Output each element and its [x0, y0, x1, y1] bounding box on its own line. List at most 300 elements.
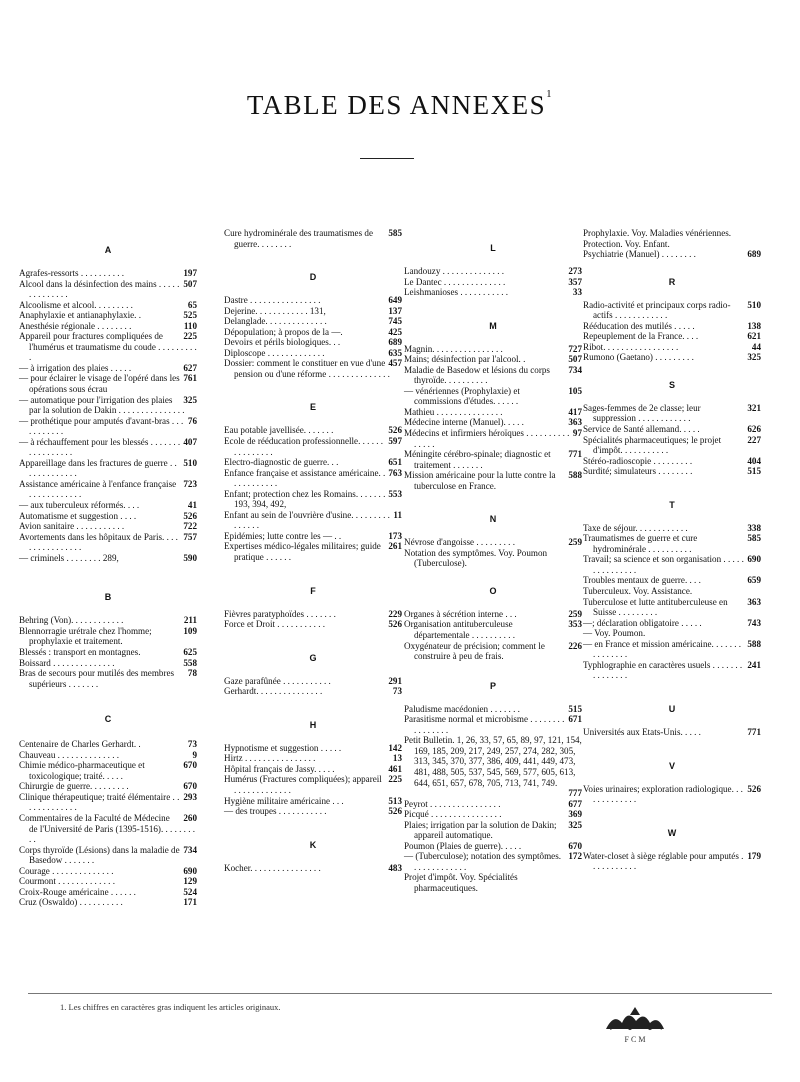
- index-entry: [19, 279, 197, 300]
- page-number: 649: [385, 295, 402, 306]
- index-entry: [404, 609, 582, 620]
- page-number: 78: [185, 668, 197, 679]
- entry-text: Chauveau . . . . . . . . . . . . . .: [19, 749, 120, 760]
- index-entry: [404, 470, 582, 491]
- entry-text: Méningite cérébro-spinale; diagnostic et traitement . . . . . . .: [404, 449, 551, 470]
- section-spacer: [404, 569, 582, 585]
- index-entry: [404, 809, 582, 820]
- entry-text: Clinique thérapeutique; traité élémentaire . . . . . . . . . . . . .: [19, 791, 180, 813]
- page-number: 690: [180, 866, 197, 877]
- page-number: 763: [385, 468, 402, 479]
- page-number: 771: [744, 727, 761, 738]
- page-number: 241: [744, 660, 761, 671]
- index-entry: [404, 820, 582, 841]
- page-number: 689: [744, 249, 761, 260]
- colophon-text: F C M: [624, 1035, 646, 1044]
- index-entry: [583, 851, 761, 872]
- entry-text: — à réchauffement pour les blessés . . . . . . . . . . . . . . . . .: [19, 436, 181, 458]
- entry-text: Le Dantec . . . . . . . . . . . . . .: [404, 276, 506, 287]
- index-entry: [583, 424, 761, 435]
- page-number: 369: [565, 809, 582, 820]
- entry-text: — (Tuberculose); notation des symptômes. . . . . . . . . . . . .: [404, 851, 562, 872]
- entry-text: Hygiène militaire américaine . . .: [224, 795, 344, 806]
- index-entry: [404, 641, 582, 662]
- entry-text: Avortements dans les hôpitaux de Paris. . . . . . . . . . . . . . . .: [19, 531, 178, 553]
- section-spacer: [404, 254, 582, 266]
- index-entry: [224, 358, 402, 379]
- index-entry: [224, 510, 402, 531]
- section-spacer: [583, 738, 761, 760]
- entry-text: Protection. Voy. Enfant.: [583, 238, 670, 249]
- entry-text: Blennorragie urétrale chez l'homme; prophylaxie et traitement.: [19, 625, 152, 647]
- page-number: 363: [744, 597, 761, 608]
- index-entry: [19, 300, 197, 311]
- index-entry: [583, 784, 761, 805]
- index-entry: [404, 799, 582, 810]
- section-spacer: [19, 563, 197, 591]
- section-spacer: [19, 689, 197, 713]
- section-spacer: [583, 477, 761, 499]
- index-entry: [224, 863, 402, 874]
- section-letter: G: [309, 652, 317, 663]
- index-entry: [583, 321, 761, 332]
- index-entry: [19, 416, 197, 437]
- entry-text: Organisation antituberculeuse départementale . . . . . . . . . .: [404, 619, 516, 641]
- section-spacer: [404, 525, 582, 537]
- page-number: 261: [385, 541, 402, 552]
- index-entry: [583, 554, 761, 575]
- printer-vignette: [600, 1005, 670, 1045]
- page-number: 211: [181, 615, 197, 626]
- title-rule: [360, 158, 414, 159]
- index-entry: [19, 792, 197, 813]
- index-entry: [404, 266, 582, 277]
- entry-text: Maladie de Basedow et lésions du corps thyroïde. . . . . . . . . .: [404, 364, 550, 386]
- page-number: 321: [744, 403, 761, 414]
- section-letter: O: [489, 585, 497, 596]
- page-number: 507: [180, 279, 197, 290]
- index-entry: [404, 619, 582, 640]
- entry-text: Plaies; irrigation par la solution de Dakin; appareil automatique.: [404, 819, 557, 841]
- index-entry: [224, 489, 402, 510]
- page-number: 97: [570, 428, 582, 439]
- section-letter: S: [668, 379, 675, 390]
- index-entry: [19, 750, 197, 761]
- page-number: 138: [744, 321, 761, 332]
- section-letter: V: [668, 760, 675, 771]
- index-entry: [224, 676, 402, 687]
- section-letter: W: [667, 827, 677, 838]
- page-number: 761: [180, 373, 197, 384]
- entry-text: — vénériennes (Prophylaxie) et commissions d'études. . . . . .: [404, 385, 520, 407]
- section-spacer: [404, 692, 582, 704]
- page-number: 585: [385, 228, 402, 239]
- entry-text: Travail; sa science et son organisation . . . . . . . . . . . . . . .: [583, 554, 744, 575]
- page-number: 757: [180, 532, 197, 543]
- page-number: 670: [180, 760, 197, 771]
- page-number: 526: [744, 784, 761, 795]
- entry-text: Avion sanitaire . . . . . . . . . . .: [19, 521, 125, 532]
- index-entry: [19, 437, 197, 458]
- page-number: 689: [385, 337, 402, 348]
- entry-text: — criminels . . . . . . . . 289,: [19, 552, 119, 563]
- page-number: 227: [744, 435, 761, 446]
- index-entry: [224, 609, 402, 620]
- index-entry: [583, 249, 761, 260]
- section-spacer: [404, 491, 582, 513]
- page-number: 325: [744, 352, 761, 363]
- entry-text: Peyrot . . . . . . . . . . . . . . . .: [404, 798, 501, 809]
- entry-text: Hypnotisme et suggestion . . . . .: [224, 742, 342, 753]
- index-entry: [583, 575, 761, 586]
- index-entry: [583, 618, 761, 629]
- section-spacer: [404, 228, 582, 242]
- index-entry: [224, 228, 402, 249]
- page-number: 743: [744, 618, 761, 629]
- page-number: 76: [185, 416, 197, 427]
- page-number: 525: [180, 310, 197, 321]
- index-entry: [224, 295, 402, 306]
- index-entry: [583, 628, 761, 639]
- entry-text: Centenaire de Charles Gerhardt. .: [19, 739, 141, 750]
- page-number: 659: [744, 575, 761, 586]
- entry-text: Force et Droit . . . . . . . . . . .: [224, 619, 326, 630]
- page-number: 690: [744, 554, 761, 565]
- index-entry: [224, 327, 402, 338]
- index-column-4: [583, 228, 761, 872]
- index-entry: [404, 735, 582, 788]
- index-entry: [19, 458, 197, 479]
- page-number: 109: [180, 626, 197, 637]
- entry-text: Spécialités pharmaceutiques; le projet d'impôt. . . . . . . . . . .: [583, 434, 722, 456]
- page-number: 425: [385, 327, 402, 338]
- index-entry: [404, 344, 582, 355]
- index-column-1: [19, 228, 197, 908]
- entry-text: Stéréo-radioscopie . . . . . . . . .: [583, 455, 693, 466]
- index-entry: [19, 479, 197, 500]
- entry-text: Behring (Von). . . . . . . . . . . .: [19, 615, 124, 626]
- page-number: 171: [180, 897, 197, 908]
- page-number: 9: [189, 750, 197, 761]
- section-letter: F: [310, 585, 316, 596]
- page-number: 777: [565, 788, 582, 799]
- index-entry: [224, 806, 402, 817]
- entry-text: Poumon (Plaies de guerre). . . . .: [404, 840, 522, 851]
- index-entry: [224, 306, 402, 317]
- page-number: 483: [385, 863, 402, 874]
- index-entry: [404, 714, 582, 735]
- index-entry: [224, 774, 402, 795]
- page-number: 524: [180, 887, 197, 898]
- index-entry: [224, 753, 402, 764]
- page-number: 745: [385, 316, 402, 327]
- section-spacer: [583, 363, 761, 379]
- page-number: 172: [565, 851, 582, 862]
- index-entry: [19, 845, 197, 866]
- entry-text: — en France et mission américaine. . . . . . . . . . . . . . .: [583, 638, 742, 660]
- index-entry: [583, 342, 761, 353]
- entry-text: Rumono (Gaetano) . . . . . . . . .: [583, 352, 694, 363]
- section-spacer: [224, 851, 402, 863]
- page-number: 723: [180, 479, 197, 490]
- page-number: 553: [385, 489, 402, 500]
- index-entry: [19, 647, 197, 658]
- entry-text: Prophylaxie. Voy. Maladies vénériennes.: [583, 228, 732, 238]
- index-entry: [404, 428, 582, 449]
- entry-text: Humérus (Fractures compliquées); appareil . . . . . . . . . . . . .: [224, 774, 382, 795]
- entry-text: Gaze parafûnée . . . . . . . . . . .: [224, 675, 331, 686]
- page-number: 273: [565, 266, 582, 277]
- index-entry: [19, 268, 197, 279]
- page-number: 291: [385, 676, 402, 687]
- page-number: 44: [749, 342, 761, 353]
- entry-text: Organes à sécrétion interne . . .: [404, 608, 517, 619]
- entry-text: Troubles mentaux de guerre. . . .: [583, 575, 701, 586]
- page-number: 457: [385, 358, 402, 369]
- index-entry: [224, 531, 402, 542]
- page-number: 293: [180, 792, 197, 803]
- entry-text: Bras de secours pour mutilés des membres supérieurs . . . . . . .: [19, 668, 175, 689]
- index-entry: [224, 468, 402, 489]
- index-entry: [224, 457, 402, 468]
- section-letter: D: [309, 272, 317, 283]
- entry-text: Kocher. . . . . . . . . . . . . . . .: [224, 862, 321, 873]
- entry-text: Médecins et infirmiers héroïques . . . . . . . . . . . . . . .: [404, 428, 570, 449]
- entry-text: Appareil pour fractures compliquées de l'humérus et traumatisme du coude . . . . . . . . . .: [19, 331, 197, 363]
- page-number: 625: [180, 647, 197, 658]
- entry-text: Projet d'impôt. Voy. Spécialités pharmaceutiques.: [404, 872, 518, 893]
- entry-text: Expertises médico-légales militaires; guide pratique . . . . . .: [224, 541, 381, 563]
- section-spacer: [583, 511, 761, 523]
- page-number: 510: [744, 300, 761, 311]
- section-spacer: [224, 249, 402, 271]
- entry-text: Blessés : transport en montagnes.: [19, 646, 141, 657]
- section-spacer: [19, 228, 197, 244]
- section-spacer: [19, 256, 197, 268]
- page-number: 621: [744, 331, 761, 342]
- index-entry: [583, 597, 761, 618]
- page-number: 590: [180, 553, 197, 564]
- page-number: 727: [565, 344, 582, 355]
- page-number: 225: [385, 774, 402, 785]
- index-entry: [224, 436, 402, 457]
- index-entry: [583, 456, 761, 467]
- entry-text: Typhlographie en caractères usuels . . . . . . . . . . . . . . .: [583, 659, 743, 681]
- entry-text: Dejerine. . . . . . . . . . . . 131,: [224, 305, 326, 316]
- page-number: 260: [180, 813, 197, 824]
- section-spacer: [224, 817, 402, 839]
- page-number: 588: [565, 470, 582, 481]
- index-entry: [404, 704, 582, 715]
- page-number: 259: [565, 609, 582, 620]
- index-entry: [404, 872, 582, 893]
- index-entry: [404, 851, 582, 872]
- section-spacer: [19, 603, 197, 615]
- page-number: 137: [385, 306, 402, 317]
- section-letter: B: [104, 592, 112, 603]
- index-entry: [224, 743, 402, 754]
- section-spacer: [583, 260, 761, 276]
- section-letter: P: [489, 680, 496, 691]
- index-entry: [583, 586, 761, 597]
- page-number: 73: [390, 686, 402, 697]
- section-spacer: [583, 715, 761, 727]
- entry-text: Mathieu . . . . . . . . . . . . . . .: [404, 406, 503, 417]
- entry-text: Ribot. . . . . . . . . . . . . . . . .: [583, 341, 679, 352]
- entry-text: Boissard . . . . . . . . . . . . . .: [19, 657, 115, 668]
- index-entry: [19, 897, 197, 908]
- index-entry: [583, 727, 761, 738]
- entry-text: —; déclaration obligatoire . . . . .: [583, 617, 702, 628]
- index-entry: [19, 876, 197, 887]
- index-entry: [404, 365, 582, 386]
- page-number: 588: [744, 639, 761, 650]
- index-entry: [19, 887, 197, 898]
- section-letter: M: [489, 320, 497, 331]
- page-number: 507: [565, 354, 582, 365]
- index-entry: [583, 523, 761, 534]
- index-entry: [583, 239, 761, 250]
- section-spacer: [224, 697, 402, 719]
- entry-text: Hirtz . . . . . . . . . . . . . . . .: [224, 753, 316, 764]
- index-entry: [404, 354, 582, 365]
- entry-text: Sages-femmes de 2e classe; leur suppression . . . . . . . . . . . .: [583, 402, 701, 424]
- page-number: 226: [565, 641, 582, 652]
- index-entry: [583, 533, 761, 554]
- section-spacer: [583, 288, 761, 300]
- entry-text: Enfant au sein de l'ouvrière d'usine. . . . . . . . . . . . . . .: [224, 509, 390, 531]
- index-entry: [19, 321, 197, 332]
- entry-text: Commentaires de la Faculté de Médecine de l'Université de Paris (1395-1516). . . . . . . . . .: [19, 812, 196, 845]
- entry-text: Alcoolisme et alcool. . . . . . . . .: [19, 299, 133, 310]
- index-entry: [19, 521, 197, 532]
- section-spacer: [224, 413, 402, 425]
- entry-text: Surdité; simulateurs . . . . . . . .: [583, 466, 693, 477]
- page-number: 142: [385, 743, 402, 754]
- index-entry: [404, 548, 582, 569]
- page-number: 179: [744, 851, 761, 862]
- index-entry: [224, 619, 402, 630]
- page-number: 197: [180, 268, 197, 279]
- page-number: 229: [385, 609, 402, 620]
- entry-text: Assistance américaine à l'enfance française . . . . . . . . . . . .: [19, 478, 177, 500]
- entry-text: Service de Santé allemand. . . . .: [583, 424, 700, 435]
- page-number: 670: [565, 841, 582, 852]
- section-spacer: [224, 379, 402, 401]
- section-letter: N: [489, 514, 497, 525]
- page-number: 526: [180, 511, 197, 522]
- entry-text: Petit Bulletin. 1, 26, 33, 57, 65, 89, 97, 121, 154, 169, 185, 209, 217, 249, 257, 274, 282, 305, 313, 345, 370, 377, 386, 409, 441, 449, 473, 481, 488, 505, 537, 545, 569, 577, 605, 613, 644, 651, 657, 678, 705, 713, 741, 749.: [404, 735, 582, 788]
- page-number: 626: [744, 424, 761, 435]
- page-number: 73: [185, 739, 197, 750]
- entry-text: — aux tuberculeux réformés. . . .: [19, 500, 140, 511]
- entry-text: — Voy. Poumon.: [583, 628, 646, 639]
- entry-text: Psychiatrie (Manuel) . . . . . . . .: [583, 249, 696, 260]
- entry-text: Enfance française et assistance américaine. . . . . . . . . . . .: [224, 467, 386, 489]
- section-spacer: [583, 391, 761, 403]
- entry-text: Appareillage dans les fractures de guerre . . . . . . . . . . . . .: [19, 457, 177, 479]
- section-spacer: [583, 681, 761, 703]
- index-entry: [19, 658, 197, 669]
- page-number: 515: [744, 466, 761, 477]
- entry-text: Eau potable javellisée. . . . . . .: [224, 425, 334, 436]
- section-spacer: [224, 731, 402, 743]
- index-entry: [583, 352, 761, 363]
- index-entry: [583, 660, 761, 681]
- page-number: 526: [385, 425, 402, 436]
- entry-text: Enfant; protection chez les Romains. . . . . . . 193, 394, 492,: [224, 488, 386, 510]
- entry-text: Automatisme et suggestion . . . .: [19, 510, 137, 521]
- page-number: 325: [180, 395, 197, 406]
- entry-text: Parasitisme normal et microbisme . . . . . . . . . . . . . . . .: [404, 714, 565, 735]
- entry-text: Courmont . . . . . . . . . . . . .: [19, 876, 115, 887]
- entry-text: Croix-Rouge américaine . . . . . .: [19, 886, 136, 897]
- index-entry: [404, 287, 582, 298]
- index-entry: [583, 228, 761, 239]
- entry-text: Anaphylaxie et antianaphylaxie. .: [19, 310, 141, 321]
- page-number: 734: [180, 845, 197, 856]
- index-entry: [404, 537, 582, 548]
- index-entry: [583, 331, 761, 342]
- entry-text: Epidémies; lutte contre les — . .: [224, 530, 342, 541]
- page-number: 404: [744, 456, 761, 467]
- index-entry: [224, 337, 402, 348]
- entry-text: Traumatismes de guerre et cure hydrominérale . . . . . . . . . .: [583, 533, 698, 554]
- index-entry: [19, 813, 197, 845]
- page-number: 338: [744, 523, 761, 534]
- section-spacer: [19, 725, 197, 739]
- page-number: 259: [565, 537, 582, 548]
- entry-text: Anesthésie régionale . . . . . . . .: [19, 320, 132, 331]
- index-entry: [19, 553, 197, 564]
- index-entry: [19, 310, 197, 321]
- entry-text: Paludisme macédonien . . . . . . .: [404, 703, 520, 714]
- entry-text: Chirurgie de guerre. . . . . . . . .: [19, 781, 129, 792]
- entry-text: Voies urinaires; exploration radiologique. . . . . . . . . . . . .: [583, 783, 743, 805]
- section-letter: U: [668, 703, 676, 714]
- index-entry: [19, 395, 197, 416]
- index-entry: [224, 796, 402, 807]
- index-column-2: [224, 228, 402, 873]
- title-text: TABLE DES ANNEXES: [246, 90, 547, 120]
- index-entry: [583, 403, 761, 424]
- footnote: 1. Les chiffres en caractères gras indiquent les articles originaux.: [60, 1002, 281, 1012]
- index-entry: [19, 373, 197, 394]
- page-number: 671: [565, 714, 582, 725]
- index-entry: [19, 781, 197, 792]
- page-number: 363: [565, 417, 582, 428]
- entry-text: Chimie médico-pharmaceutique et toxicologique; traité. . . . .: [19, 760, 145, 781]
- index-entry: [224, 348, 402, 359]
- page-number: 734: [565, 365, 582, 376]
- page-number: 526: [385, 619, 402, 630]
- entry-text: Névrose d'angoisse . . . . . . . . .: [404, 537, 515, 548]
- entry-text: Oxygénateur de précision; comment le construire à peu de frais.: [404, 640, 545, 662]
- page-number: 13: [390, 753, 402, 764]
- entry-text: Rééducation des mutilés . . . . .: [583, 320, 695, 331]
- section-spacer: [224, 563, 402, 585]
- entry-text: Landouzy . . . . . . . . . . . . . .: [404, 266, 505, 276]
- index-entry: [19, 615, 197, 626]
- page-number: 627: [180, 363, 197, 374]
- entry-text: Mains; désinfection par l'alcool. .: [404, 354, 526, 365]
- page-number: 510: [180, 458, 197, 469]
- section-spacer: [224, 597, 402, 609]
- entry-text: Mission américaine pour la lutte contre la tuberculose en France.: [404, 470, 556, 491]
- entry-text: Universités aux Etats-Unis. . . . .: [583, 726, 701, 737]
- index-entry: [404, 417, 582, 428]
- entry-text: — prothétique pour amputés d'avant-bras . . . . . . . . . . .: [19, 415, 184, 437]
